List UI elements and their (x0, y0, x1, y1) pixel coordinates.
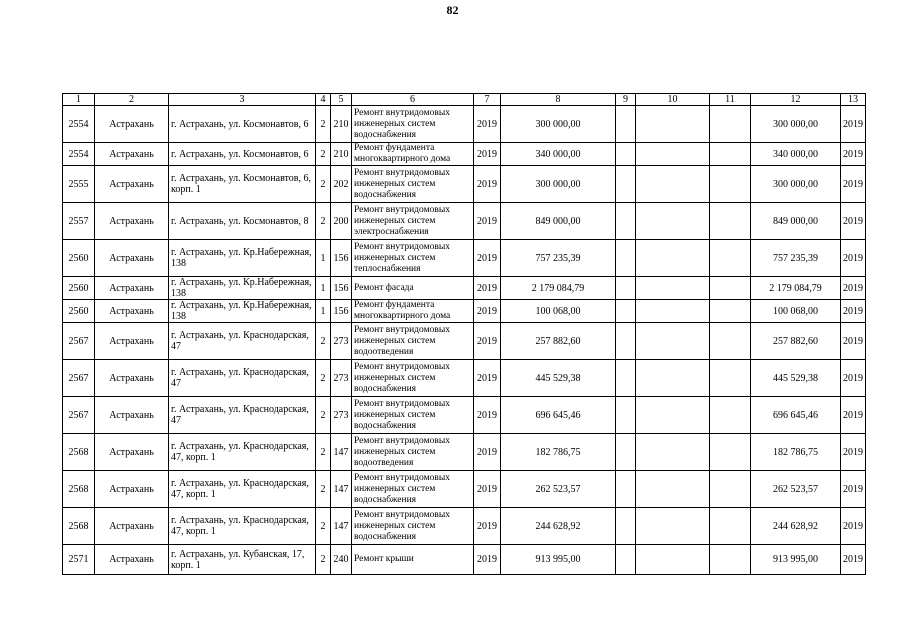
row-number: 2554 (63, 143, 95, 166)
cost-cell: 445 529,38 (501, 360, 616, 397)
work-type-cell: Ремонт внутридомовых инженерных систем теплоснабжения (352, 240, 474, 277)
column-header-13: 13 (841, 94, 866, 106)
city-cell: Астрахань (95, 106, 169, 143)
total-cell: 244 628,92 (751, 508, 841, 545)
col9-cell (616, 508, 636, 545)
work-type-cell: Ремонт фундамента многоквартирного дома (352, 143, 474, 166)
col10-cell (636, 166, 710, 203)
col5-cell: 210 (331, 106, 352, 143)
address-cell: г. Астрахань, ул. Краснодарская, 47 (169, 360, 316, 397)
row-number: 2568 (63, 471, 95, 508)
year-cell: 2019 (474, 143, 501, 166)
col9-cell (616, 323, 636, 360)
col5-cell: 156 (331, 300, 352, 323)
table-row (63, 166, 866, 203)
column-header-8: 8 (501, 94, 616, 106)
row-number: 2568 (63, 434, 95, 471)
year-cell: 2019 (474, 277, 501, 300)
year-end-cell: 2019 (841, 360, 866, 397)
row-number: 2568 (63, 508, 95, 545)
col10-cell (636, 143, 710, 166)
year-end-cell: 2019 (841, 471, 866, 508)
address-cell: г. Астрахань, ул. Кубанская, 17, корп. 1 (169, 545, 316, 575)
total-cell: 696 645,46 (751, 397, 841, 434)
cost-cell: 913 995,00 (501, 545, 616, 575)
total-cell: 445 529,38 (751, 360, 841, 397)
city-cell: Астрахань (95, 545, 169, 575)
year-cell: 2019 (474, 397, 501, 434)
year-end-cell: 2019 (841, 203, 866, 240)
work-type-cell: Ремонт внутридомовых инженерных систем водоснабжения (352, 471, 474, 508)
city-cell: Астрахань (95, 277, 169, 300)
total-cell: 849 000,00 (751, 203, 841, 240)
col5-cell: 202 (331, 166, 352, 203)
col10-cell (636, 471, 710, 508)
city-cell: Астрахань (95, 360, 169, 397)
column-header-1: 1 (63, 94, 95, 106)
year-end-cell: 2019 (841, 300, 866, 323)
col11-cell (710, 323, 751, 360)
col4-cell: 2 (316, 360, 331, 397)
year-end-cell: 2019 (841, 166, 866, 203)
table-row (63, 397, 866, 434)
cost-cell: 849 000,00 (501, 203, 616, 240)
col5-cell: 147 (331, 434, 352, 471)
table-row (63, 323, 866, 360)
col9-cell (616, 360, 636, 397)
column-header-4: 4 (316, 94, 331, 106)
address-cell: г. Астрахань, ул. Космонавтов, 8 (169, 203, 316, 240)
cost-cell: 300 000,00 (501, 106, 616, 143)
year-end-cell: 2019 (841, 545, 866, 575)
col4-cell: 2 (316, 434, 331, 471)
col4-cell: 2 (316, 323, 331, 360)
column-header-5: 5 (331, 94, 352, 106)
column-header-10: 10 (636, 94, 710, 106)
col11-cell (710, 471, 751, 508)
work-type-cell: Ремонт внутридомовых инженерных систем водоснабжения (352, 106, 474, 143)
col10-cell (636, 277, 710, 300)
table-row (63, 545, 866, 575)
col4-cell: 2 (316, 545, 331, 575)
total-cell: 913 995,00 (751, 545, 841, 575)
city-cell: Астрахань (95, 397, 169, 434)
row-number: 2567 (63, 323, 95, 360)
table-row (63, 143, 866, 166)
col9-cell (616, 166, 636, 203)
col9-cell (616, 471, 636, 508)
col5-cell: 147 (331, 471, 352, 508)
work-type-cell: Ремонт крыши (352, 545, 474, 575)
row-number: 2571 (63, 545, 95, 575)
col4-cell: 2 (316, 203, 331, 240)
total-cell: 262 523,57 (751, 471, 841, 508)
row-number: 2560 (63, 277, 95, 300)
col4-cell: 2 (316, 397, 331, 434)
col11-cell (710, 277, 751, 300)
address-cell: г. Астрахань, ул. Космонавтов, 6 (169, 143, 316, 166)
cost-cell: 244 628,92 (501, 508, 616, 545)
col5-cell: 273 (331, 360, 352, 397)
city-cell: Астрахань (95, 240, 169, 277)
address-cell: г. Астрахань, ул. Краснодарская, 47 (169, 397, 316, 434)
city-cell: Астрахань (95, 143, 169, 166)
work-type-cell: Ремонт внутридомовых инженерных систем водоснабжения (352, 360, 474, 397)
capital-repair-table (62, 93, 866, 575)
year-cell: 2019 (474, 323, 501, 360)
table-row (63, 471, 866, 508)
address-cell: г. Астрахань, ул. Космонавтов, 6, корп. 1 (169, 166, 316, 203)
city-cell: Астрахань (95, 166, 169, 203)
work-type-cell: Ремонт фасада (352, 277, 474, 300)
col9-cell (616, 143, 636, 166)
col10-cell (636, 434, 710, 471)
total-cell: 257 882,60 (751, 323, 841, 360)
column-header-6: 6 (352, 94, 474, 106)
col4-cell: 2 (316, 143, 331, 166)
col5-cell: 200 (331, 203, 352, 240)
address-cell: г. Астрахань, ул. Космонавтов, 6 (169, 106, 316, 143)
col5-cell: 156 (331, 240, 352, 277)
col9-cell (616, 300, 636, 323)
column-header-12: 12 (751, 94, 841, 106)
col9-cell (616, 106, 636, 143)
work-type-cell: Ремонт внутридомовых инженерных систем водоснабжения (352, 166, 474, 203)
cost-cell: 262 523,57 (501, 471, 616, 508)
col4-cell: 2 (316, 166, 331, 203)
cost-cell: 2 179 084,79 (501, 277, 616, 300)
total-cell: 340 000,00 (751, 143, 841, 166)
col11-cell (710, 106, 751, 143)
year-end-cell: 2019 (841, 106, 866, 143)
address-cell: г. Астрахань, ул. Кр.Набережная, 138 (169, 277, 316, 300)
year-end-cell: 2019 (841, 143, 866, 166)
col4-cell: 1 (316, 277, 331, 300)
col11-cell (710, 434, 751, 471)
col9-cell (616, 397, 636, 434)
col10-cell (636, 203, 710, 240)
col5-cell: 147 (331, 508, 352, 545)
year-end-cell: 2019 (841, 323, 866, 360)
total-cell: 100 068,00 (751, 300, 841, 323)
column-header-11: 11 (710, 94, 751, 106)
year-end-cell: 2019 (841, 397, 866, 434)
row-number: 2554 (63, 106, 95, 143)
work-type-cell: Ремонт внутридомовых инженерных систем электроснабжения (352, 203, 474, 240)
address-cell: г. Астрахань, ул. Кр.Набережная, 138 (169, 240, 316, 277)
work-type-cell: Ремонт фундамента многоквартирного дома (352, 300, 474, 323)
col11-cell (710, 203, 751, 240)
city-cell: Астрахань (95, 508, 169, 545)
table-row (63, 240, 866, 277)
row-number: 2560 (63, 240, 95, 277)
col4-cell: 2 (316, 106, 331, 143)
work-type-cell: Ремонт внутридомовых инженерных систем водоснабжения (352, 508, 474, 545)
year-end-cell: 2019 (841, 240, 866, 277)
cost-cell: 696 645,46 (501, 397, 616, 434)
year-end-cell: 2019 (841, 277, 866, 300)
row-number: 2567 (63, 360, 95, 397)
year-cell: 2019 (474, 240, 501, 277)
col10-cell (636, 508, 710, 545)
col4-cell: 1 (316, 300, 331, 323)
col9-cell (616, 240, 636, 277)
table-row (63, 106, 866, 143)
year-cell: 2019 (474, 106, 501, 143)
col9-cell (616, 203, 636, 240)
city-cell: Астрахань (95, 434, 169, 471)
col10-cell (636, 360, 710, 397)
address-cell: г. Астрахань, ул. Краснодарская, 47 (169, 323, 316, 360)
city-cell: Астрахань (95, 203, 169, 240)
year-cell: 2019 (474, 434, 501, 471)
col11-cell (710, 360, 751, 397)
col4-cell: 2 (316, 508, 331, 545)
address-cell: г. Астрахань, ул. Краснодарская, 47, корп. 1 (169, 508, 316, 545)
col11-cell (710, 166, 751, 203)
column-number-row (63, 94, 866, 106)
page-number: 82 (446, 3, 459, 17)
cost-cell: 340 000,00 (501, 143, 616, 166)
column-header-2: 2 (95, 94, 169, 106)
col9-cell (616, 545, 636, 575)
table-row (63, 360, 866, 397)
row-number: 2567 (63, 397, 95, 434)
year-cell: 2019 (474, 471, 501, 508)
city-cell: Астрахань (95, 323, 169, 360)
table-row (63, 508, 866, 545)
cost-cell: 257 882,60 (501, 323, 616, 360)
col4-cell: 1 (316, 240, 331, 277)
column-header-7: 7 (474, 94, 501, 106)
row-number: 2555 (63, 166, 95, 203)
col5-cell: 273 (331, 323, 352, 360)
col10-cell (636, 545, 710, 575)
col4-cell: 2 (316, 471, 331, 508)
row-number: 2557 (63, 203, 95, 240)
year-end-cell: 2019 (841, 508, 866, 545)
table-row (63, 434, 866, 471)
cost-cell: 100 068,00 (501, 300, 616, 323)
col5-cell: 210 (331, 143, 352, 166)
address-cell: г. Астрахань, ул. Краснодарская, 47, корп. 1 (169, 434, 316, 471)
year-cell: 2019 (474, 203, 501, 240)
col11-cell (710, 397, 751, 434)
cost-cell: 757 235,39 (501, 240, 616, 277)
col5-cell: 273 (331, 397, 352, 434)
work-type-cell: Ремонт внутридомовых инженерных систем водоотведения (352, 323, 474, 360)
table-row (63, 300, 866, 323)
year-cell: 2019 (474, 545, 501, 575)
col11-cell (710, 240, 751, 277)
column-header-3: 3 (169, 94, 316, 106)
col11-cell (710, 300, 751, 323)
col10-cell (636, 323, 710, 360)
total-cell: 300 000,00 (751, 106, 841, 143)
col11-cell (710, 508, 751, 545)
work-type-cell: Ремонт внутридомовых инженерных систем водоотведения (352, 434, 474, 471)
table-row (63, 203, 866, 240)
address-cell: г. Астрахань, ул. Краснодарская, 47, корп. 1 (169, 471, 316, 508)
year-cell: 2019 (474, 166, 501, 203)
year-cell: 2019 (474, 360, 501, 397)
city-cell: Астрахань (95, 300, 169, 323)
col9-cell (616, 277, 636, 300)
col11-cell (710, 545, 751, 575)
total-cell: 300 000,00 (751, 166, 841, 203)
table-row (63, 277, 866, 300)
year-end-cell: 2019 (841, 434, 866, 471)
row-number: 2560 (63, 300, 95, 323)
year-cell: 2019 (474, 300, 501, 323)
cost-cell: 300 000,00 (501, 166, 616, 203)
cost-cell: 182 786,75 (501, 434, 616, 471)
table-body (63, 106, 866, 575)
city-cell: Астрахань (95, 471, 169, 508)
col10-cell (636, 397, 710, 434)
col10-cell (636, 300, 710, 323)
col10-cell (636, 240, 710, 277)
address-cell: г. Астрахань, ул. Кр.Набережная, 138 (169, 300, 316, 323)
total-cell: 182 786,75 (751, 434, 841, 471)
col5-cell: 156 (331, 277, 352, 300)
col9-cell (616, 434, 636, 471)
year-cell: 2019 (474, 508, 501, 545)
work-type-cell: Ремонт внутридомовых инженерных систем водоснабжения (352, 397, 474, 434)
col10-cell (636, 106, 710, 143)
col11-cell (710, 143, 751, 166)
column-header-9: 9 (616, 94, 636, 106)
col5-cell: 240 (331, 545, 352, 575)
total-cell: 757 235,39 (751, 240, 841, 277)
total-cell: 2 179 084,79 (751, 277, 841, 300)
